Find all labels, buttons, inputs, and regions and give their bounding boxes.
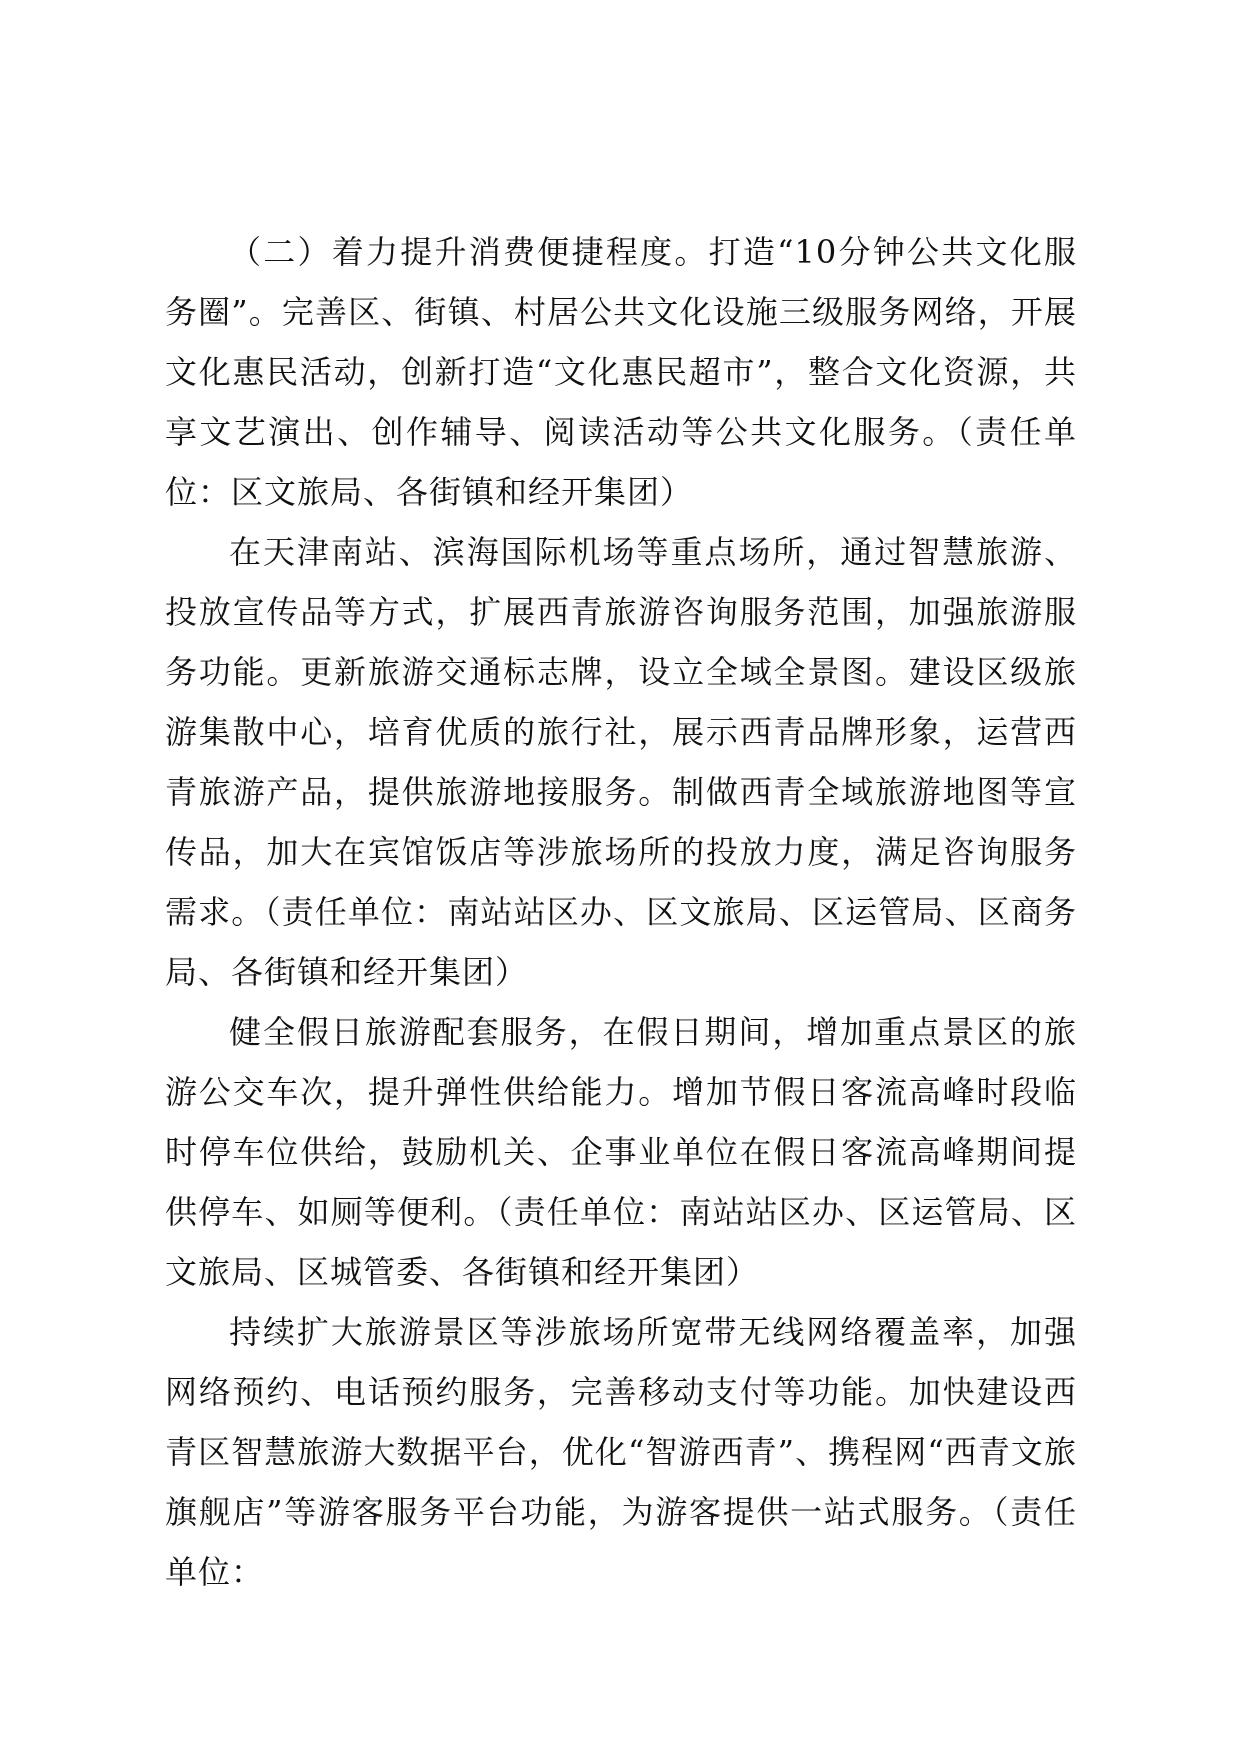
paragraph-consumption-convenience: （二）着力提升消费便捷程度。打造“10分钟公共文化服务圈”。完善区、街镇、村居公共文化设施三级服务网络，开展文化惠民活动，创新打造“文化惠民超市”，整合文化资源，共享文艺演出、创作辅导、阅读活动等公共文化服务。（责任单位：区文旅局、各街镇和经开集团）: [165, 233, 1077, 511]
paragraph-smart-tourism: 持续扩大旅游景区等涉旅场所宽带无线网络覆盖率，加强网络预约、电话预约服务，完善移动支付等功能。加快建设西青区智慧旅游大数据平台，优化“智游西青”、携程网“西青文旅旗舰店”等游客服务平台功能，为游客提供一站式服务。（责任单位：: [165, 1313, 1077, 1591]
document-page: [165, 222, 1077, 1602]
paragraph-holiday-services: 健全假日旅游配套服务，在假日期间，增加重点景区的旅游公交车次，提升弹性供给能力。增加节假日客流高峰时段临时停车位供给，鼓励机关、企事业单位在假日客流高峰期间提供停车、如厕等便利。（责任单位：南站站区办、区运管局、区文旅局、区城管委、各街镇和经开集团）: [165, 1013, 1077, 1291]
paragraph-tourism-consultation: 在天津南站、滨海国际机场等重点场所，通过智慧旅游、投放宣传品等方式，扩展西青旅游咨询服务范围，加强旅游服务功能。更新旅游交通标志牌，设立全域全景图。建设区级旅游集散中心，培育优质的旅行社，展示西青品牌形象，运营西青旅游产品，提供旅游地接服务。制做西青全域旅游地图等宣传品，加大在宾馆饭店等涉旅场所的投放力度，满足咨询服务需求。（责任单位：南站站区办、区文旅局、区运管局、区商务局、各街镇和经开集团）: [165, 533, 1077, 991]
